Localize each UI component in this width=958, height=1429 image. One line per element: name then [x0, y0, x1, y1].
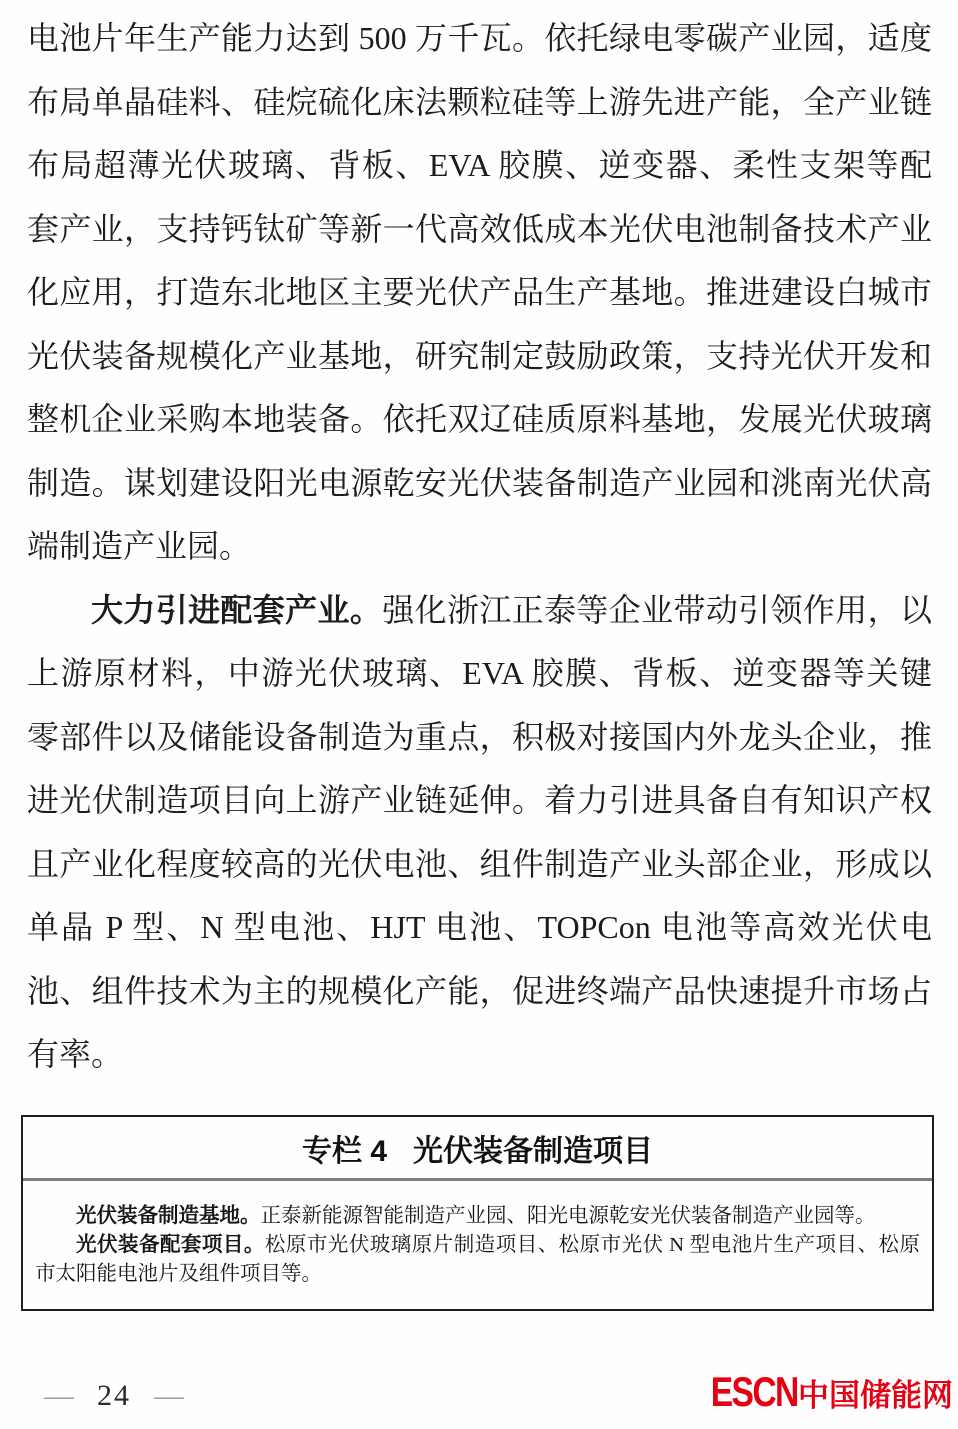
- column-box-number: 专栏 4: [301, 1134, 388, 1168]
- body-line: [27, 71, 932, 135]
- line-text: 套产业，支持钙钛矿等新一代高效低成本光伏电池制备技术产业: [27, 210, 932, 247]
- body-line-paragraph-end: [27, 515, 932, 579]
- body-line: [27, 134, 932, 198]
- body-line-paragraph-end: [27, 1023, 932, 1087]
- column-box-body: [23, 1181, 932, 1289]
- body-line: [27, 960, 932, 1024]
- line-text: 有率。: [27, 1036, 124, 1072]
- page-number-dash-left: —: [44, 1379, 74, 1412]
- line-text: 单晶 P 型、N 型电池、HJT 电池、TOPCon 电池等高效光伏电: [27, 909, 932, 945]
- box-item-lead: 光伏装备制造基地。: [76, 1205, 261, 1227]
- body-line: [27, 896, 932, 960]
- line-text: 布局单晶硅料、硅烷硫化床法颗粒硅等上游先进产能，全产业链: [27, 83, 932, 120]
- column-box: [21, 1115, 934, 1311]
- line-text: 光伏装备规模化产业基地，研究制定鼓励政策，支持光伏开发和: [27, 337, 932, 374]
- escn-logo-latin: ESCN: [711, 1368, 798, 1415]
- column-box-heading: 光伏装备制造项目: [413, 1134, 654, 1168]
- body-line: [27, 769, 932, 833]
- page-number-dash-right: —: [154, 1379, 184, 1412]
- body-line: [27, 452, 932, 516]
- escn-logo-cjk: 中国储能网: [798, 1377, 953, 1413]
- body-line: [27, 388, 932, 452]
- box-item-lead: 光伏装备配套项目。: [76, 1234, 265, 1256]
- line-text: 零部件以及储能设备制造为重点，积极对接国内外龙头企业，推: [27, 718, 932, 755]
- box-item-text: 正泰新能源智能制造产业园、阳光电源乾安光伏装备制造产业园等。: [260, 1205, 876, 1227]
- page-number: [44, 1374, 184, 1418]
- box-item-text: 松原市光伏玻璃原片制造项目、松原市光伏 N 型电池片生产项目、松原市太阳能电池片及组件项目等。: [35, 1234, 920, 1285]
- column-box-title: [23, 1117, 932, 1181]
- box-item-manufacturing-bases: [35, 1202, 920, 1231]
- line-text: 化应用，打造东北地区主要光伏产品生产基地。推进建设白城市: [27, 274, 932, 310]
- page-number-value: 24: [97, 1379, 131, 1412]
- body-text: [27, 7, 932, 1087]
- line-lead: 大力引进配套产业。: [91, 591, 383, 628]
- body-line: [27, 261, 932, 325]
- line-text: 进光伏制造项目向上游产业链延伸。着力引进具备自有知识产权: [27, 782, 932, 818]
- line-text: 制造。谋划建设阳光电源乾安光伏装备制造产业园和洮南光伏高: [27, 464, 932, 501]
- line-text: 电池片年生产能力达到 500 万千瓦。依托绿电零碳产业园，适度: [27, 20, 932, 56]
- line-text: 且产业化程度较高的光伏电池、组件制造产业头部企业，形成以: [27, 845, 932, 882]
- body-line: [27, 833, 932, 897]
- body-line-paragraph-start: [27, 579, 932, 643]
- escn-logo: [689, 1368, 953, 1416]
- body-line: [27, 325, 932, 389]
- body-line: [27, 198, 932, 262]
- line-text: 上游原材料，中游光伏玻璃、EVA 胶膜、背板、逆变器等关键: [27, 655, 932, 691]
- body-line: [27, 7, 932, 71]
- line-text: 强化浙江正泰等企业带动引领作用，以: [382, 591, 932, 628]
- body-line: [27, 706, 932, 770]
- line-text: 端制造产业园。: [27, 528, 252, 564]
- body-line: [27, 642, 932, 706]
- line-text: 整机企业采购本地装备。依托双辽硅质原料基地，发展光伏玻璃: [27, 401, 932, 437]
- box-item-supporting-projects: [35, 1231, 920, 1289]
- line-text: 布局超薄光伏玻璃、背板、EVA 胶膜、逆变器、柔性支架等配: [27, 147, 932, 183]
- line-text: 池、组件技术为主的规模化产能，促进终端产品快速提升市场占: [27, 972, 932, 1009]
